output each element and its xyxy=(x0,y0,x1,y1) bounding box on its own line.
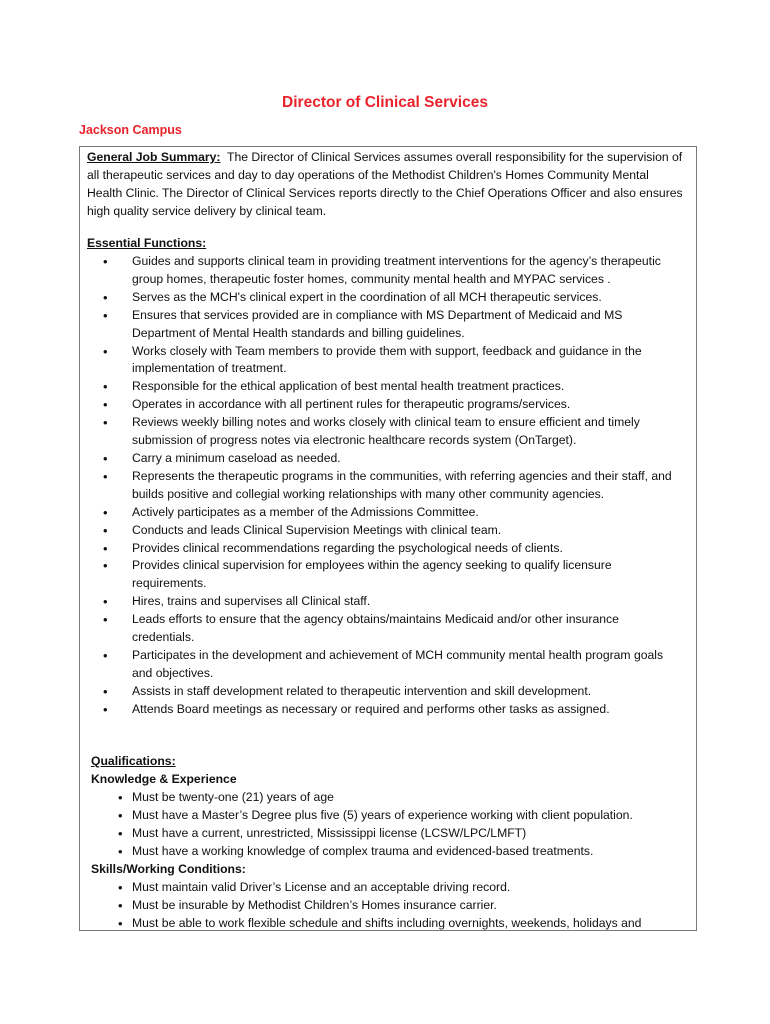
list-item: • Participates in the development and achievement of MCH community mental health program goals and objectives. xyxy=(103,647,683,683)
skills-working-conditions-heading: Skills/Working Conditions: xyxy=(91,862,246,876)
list-item: • Guides and supports clinical team in providing treatment interventions for the agency’s therapeutic group homes, therapeutic foster homes, community mental health and MYPAC services . xyxy=(103,253,683,289)
list-item: • Must have a current, unrestricted, Mississippi license (LCSW/LPC/LMFT) xyxy=(116,825,686,843)
list-item: • Must be twenty-one (21) years of age xyxy=(116,789,686,807)
list-item: • Ensures that services provided are in compliance with MS Department of Medicaid and MS Department of Mental Health standards and billing guidelines. xyxy=(103,307,683,343)
job-description-box xyxy=(79,146,697,931)
campus-label: Jackson Campus xyxy=(79,123,182,137)
essential-functions-heading: Essential Functions: xyxy=(87,236,207,250)
list-item: • Leads efforts to ensure that the agency obtains/maintains Medicaid and/or other insurance credentials. xyxy=(103,611,683,647)
list-item: • Responsible for the ethical application of best mental health treatment practices. xyxy=(103,378,683,396)
list-item: • Attends Board meetings as necessary or required and performs other tasks as assigned. xyxy=(103,701,683,719)
list-item: • Provides clinical supervision for employees within the agency seeking to qualify licensure requirements. xyxy=(103,557,683,593)
document-title: Director of Clinical Services xyxy=(282,94,488,111)
list-item: • Carry a minimum caseload as needed. xyxy=(103,450,683,468)
list-item: • Reviews weekly billing notes and works closely with clinical team to ensure efficient and timely submission of progress notes via electronic healthcare records system (OnTarget). xyxy=(103,414,683,450)
qualifications-heading: Qualifications: xyxy=(91,754,176,768)
knowledge-experience-heading: Knowledge & Experience xyxy=(91,772,237,786)
knowledge-list xyxy=(116,789,686,861)
list-item: • Provides clinical recommendations regarding the psychological needs of clients. xyxy=(103,540,683,558)
list-item: • Conducts and leads Clinical Supervision Meetings with clinical team. xyxy=(103,522,683,540)
list-item: • Works closely with Team members to provide them with support, feedback and guidance in the implementation of treatment. xyxy=(103,343,683,379)
list-item: • Serves as the MCH's clinical expert in the coordination of all MCH therapeutic services. xyxy=(103,289,683,307)
general-job-summary xyxy=(87,149,687,221)
list-item: • Must have a Master’s Degree plus five (5) years of experience working with client population. xyxy=(116,807,686,825)
summary-label: General Job Summary: xyxy=(87,150,221,164)
list-item: • Hires, trains and supervises all Clinical staff. xyxy=(103,593,683,611)
list-item: • Actively participates as a member of the Admissions Committee. xyxy=(103,504,683,522)
list-item: • Must be able to work flexible schedule and shifts including overnights, weekends, holidays and xyxy=(116,915,686,931)
list-item: • Operates in accordance with all pertinent rules for therapeutic programs/services. xyxy=(103,396,683,414)
summary-text: The Director of Clinical Services assumes overall responsibility for the supervision of all therapeutic services and day to day operations of the Methodist Children's Homes Community Mental Health Clinic. The Director of Clinical Services reports directly to the Chief Operations Officer and also ensures high quality service delivery by clinical team. xyxy=(87,150,683,218)
list-item: • Must be insurable by Methodist Children’s Homes insurance carrier. xyxy=(116,897,686,915)
list-item: • Must maintain valid Driver’s License and an acceptable driving record. xyxy=(116,879,686,897)
list-item: • Represents the therapeutic programs in the communities, with referring agencies and their staff, and builds positive and collegial working relationships with many other community agencies. xyxy=(103,468,683,504)
skills-list xyxy=(116,879,686,931)
list-item: • Assists in staff development related to therapeutic intervention and skill development. xyxy=(103,683,683,701)
essential-functions-list xyxy=(103,253,683,719)
list-item: • Must have a working knowledge of complex trauma and evidenced-based treatments. xyxy=(116,843,686,861)
